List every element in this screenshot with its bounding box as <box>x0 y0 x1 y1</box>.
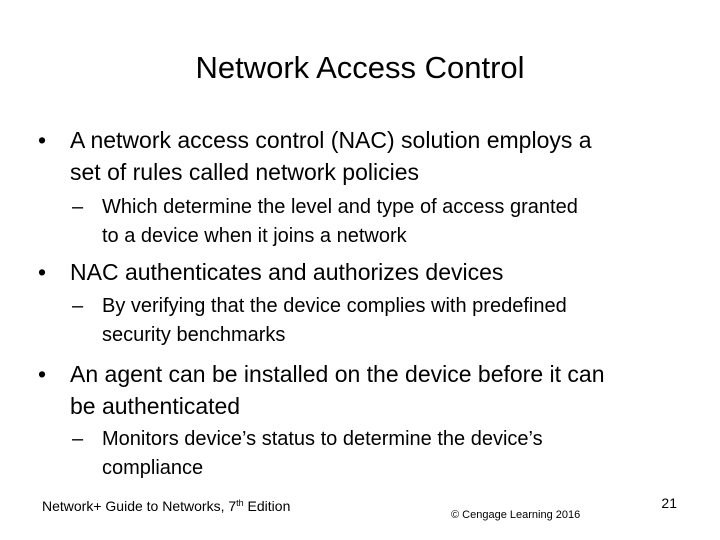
bullet-3-line-2: be authenticated <box>70 393 241 419</box>
bullet-1-line-1: A network access control (NAC) solution employs a <box>70 127 592 153</box>
sub-bullet-marker: – <box>72 295 84 317</box>
sub-bullet-marker: – <box>72 196 84 218</box>
page-number: 21 <box>661 495 677 511</box>
sub-bullet-3 <box>72 425 543 483</box>
sub-bullet-2-line-1: By verifying that the device complies with predefined <box>102 295 567 317</box>
bullet-1 <box>38 124 592 188</box>
sub-bullet-marker: – <box>72 428 84 450</box>
sub-bullet-1-line-2: to a device when it joins a network <box>102 225 407 247</box>
footer-copyright: © Cengage Learning 2016 <box>451 509 581 521</box>
sub-bullet-2-line-2: security benchmarks <box>102 324 286 346</box>
bullet-marker: • <box>38 127 47 153</box>
footer-book-superscript: th <box>236 498 244 508</box>
sub-bullet-3-line-2: compliance <box>102 457 204 479</box>
bullet-3-line-1: An agent can be installed on the device before it can <box>70 361 605 387</box>
footer-book-title <box>42 494 290 515</box>
bullet-marker: • <box>38 361 47 387</box>
footer-book-suffix: Edition <box>243 498 291 514</box>
slide-title: Network Access Control <box>195 50 525 85</box>
sub-bullet-2 <box>72 292 567 350</box>
sub-bullet-3-line-1: Monitors device’s status to determine the device’s <box>102 428 543 450</box>
bullet-1-line-2: set of rules called network policies <box>70 159 419 185</box>
footer-book-prefix: Network+ Guide to Networks, 7 <box>42 498 237 514</box>
bullet-2-line-1: NAC authenticates and authorizes devices <box>70 259 504 285</box>
sub-bullet-1 <box>72 193 578 251</box>
bullet-marker: • <box>38 259 47 285</box>
sub-bullet-1-line-1: Which determine the level and type of access granted <box>102 196 578 218</box>
bullet-3 <box>38 358 605 422</box>
bullet-2 <box>38 256 504 288</box>
